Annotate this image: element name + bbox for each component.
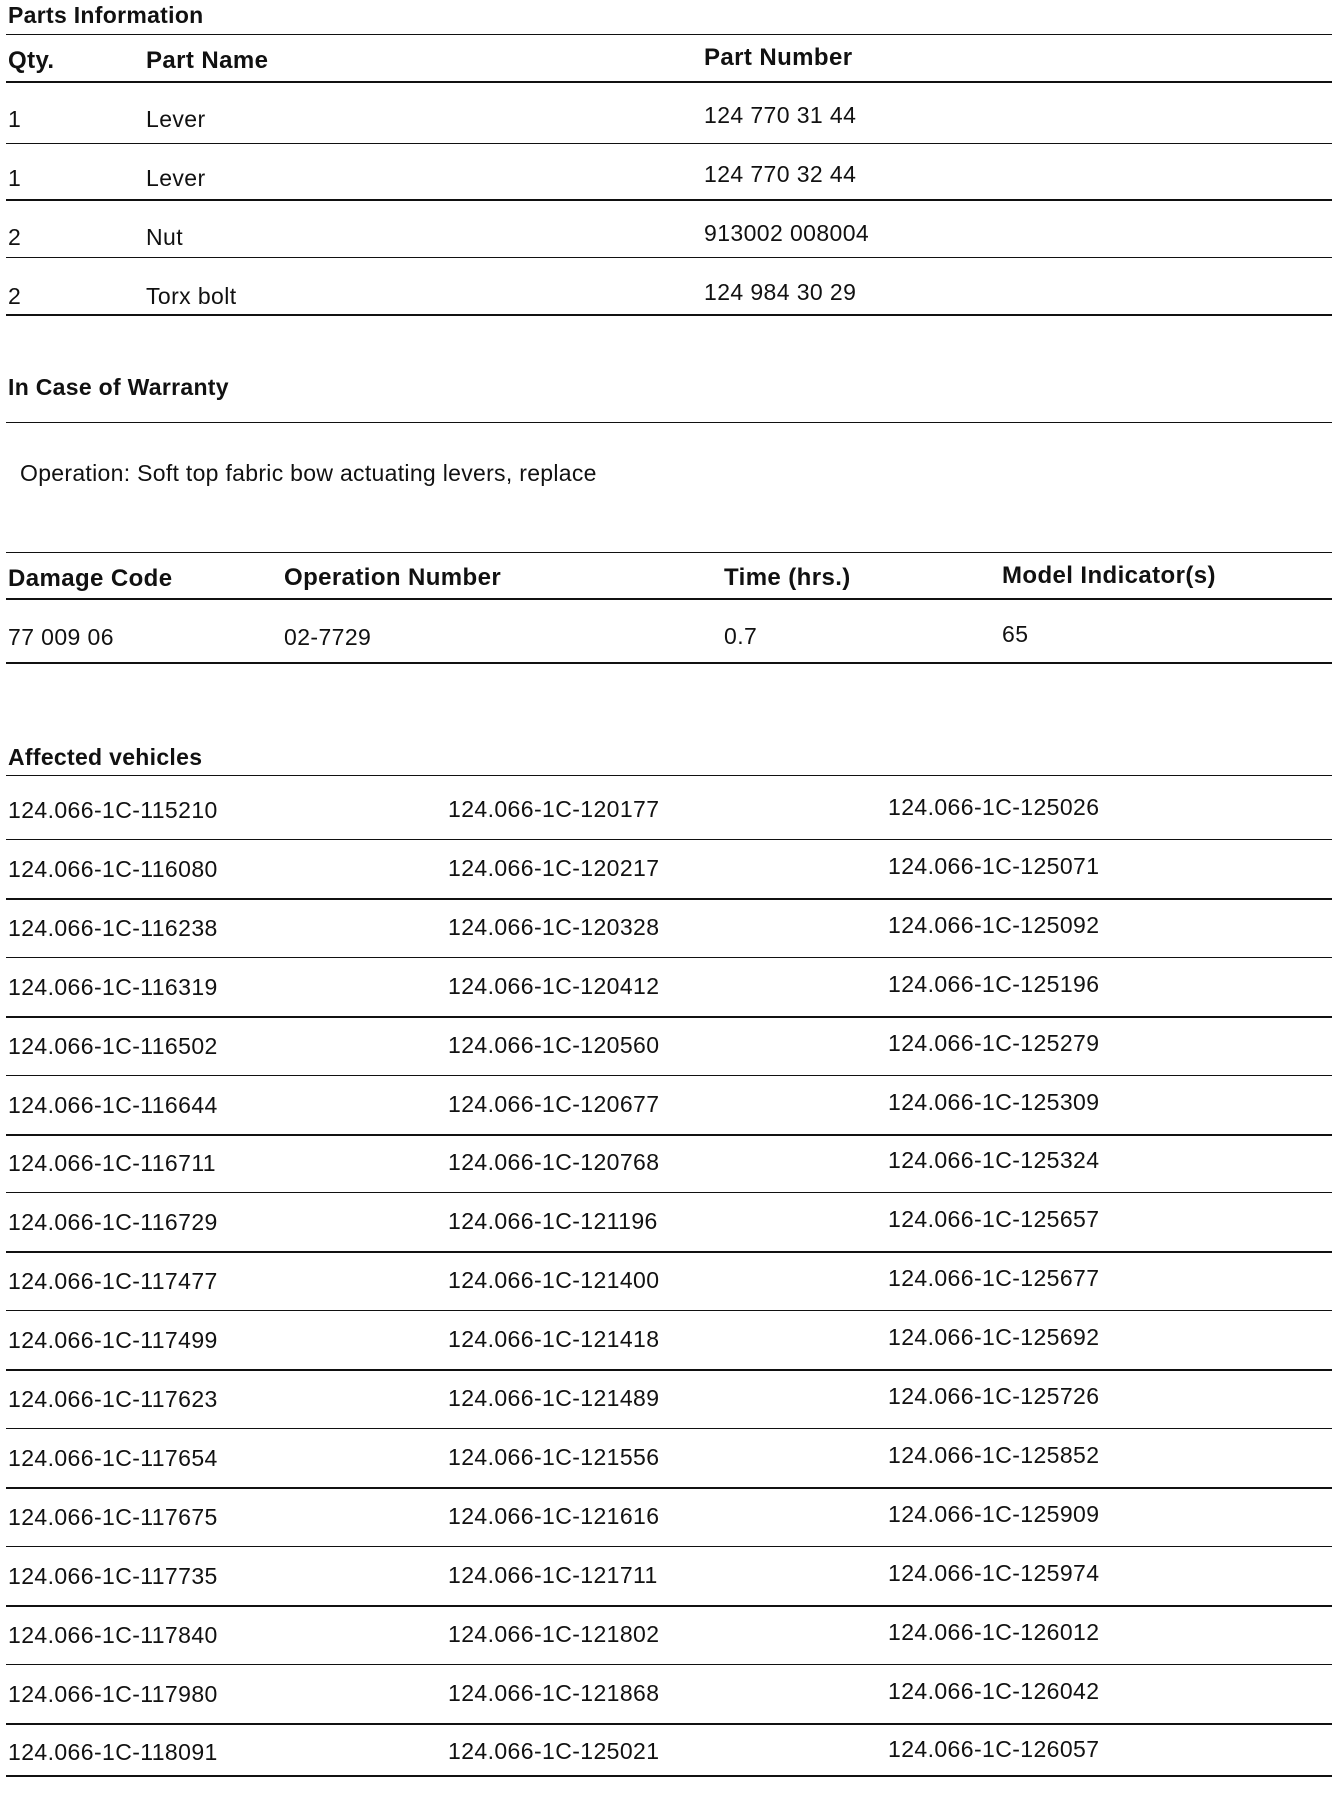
- vehicle-id: 124.066-1C-125196: [888, 970, 1100, 997]
- vehicle-id: 124.066-1C-125974: [888, 1559, 1100, 1586]
- vehicle-row-rule: [6, 898, 1332, 900]
- vehicle-id: 124.066-1C-117654: [8, 1444, 218, 1471]
- vehicle-id: 124.066-1C-120177: [448, 796, 660, 822]
- vehicle-row-rule: [6, 1369, 1332, 1371]
- vehicle-id: 124.066-1C-125677: [888, 1265, 1100, 1292]
- vehicle-id: 124.066-1C-116644: [8, 1091, 218, 1118]
- vehicle-row-rule: [6, 839, 1332, 840]
- vehicle-id: 124.066-1C-120412: [448, 972, 660, 999]
- warranty-bottom-rule: [6, 662, 1332, 664]
- vehicle-row-rule: [6, 1723, 1332, 1725]
- vehicle-id: 124.066-1C-125852: [888, 1441, 1100, 1468]
- parts-section-title: Parts Information: [8, 2, 204, 28]
- vehicle-id: 124.066-1C-116502: [8, 1032, 218, 1059]
- parts-number: 913002 008004: [704, 220, 870, 246]
- vehicle-id: 124.066-1C-125021: [448, 1738, 660, 1765]
- parts-row-rule: [6, 257, 1332, 258]
- vehicle-row-rule: [6, 1664, 1332, 1665]
- vehicle-id: 124.066-1C-121556: [448, 1443, 660, 1470]
- parts-header-rule: [6, 81, 1332, 83]
- warranty-section-title: In Case of Warranty: [8, 374, 229, 400]
- vehicle-id: 124.066-1C-116729: [8, 1209, 218, 1236]
- vehicle-id: 124.066-1C-117980: [8, 1680, 218, 1707]
- parts-number: 124 770 31 44: [704, 102, 857, 128]
- vehicle-id: 124.066-1C-117477: [8, 1268, 218, 1295]
- vehicle-id: 124.066-1C-117499: [8, 1327, 218, 1354]
- vehicle-id: 124.066-1C-125657: [888, 1206, 1100, 1233]
- vehicle-id: 124.066-1C-120768: [448, 1149, 660, 1176]
- vehicle-id: 124.066-1C-125309: [888, 1088, 1100, 1115]
- vehicle-id: 124.066-1C-120328: [448, 913, 660, 940]
- vehicle-id: 124.066-1C-125071: [888, 852, 1100, 879]
- vehicle-id: 124.066-1C-120560: [448, 1031, 660, 1058]
- vehicle-id: 124.066-1C-126057: [888, 1736, 1100, 1763]
- parts-qty: 1: [8, 165, 22, 191]
- parts-name: Lever: [146, 106, 206, 132]
- vehicle-id: 124.066-1C-116319: [8, 973, 218, 1000]
- warranty-header-rule: [6, 598, 1332, 600]
- parts-header-qty: Qty.: [8, 47, 55, 74]
- vehicle-row-rule: [6, 1075, 1332, 1076]
- parts-row-rule: [6, 199, 1332, 201]
- vehicles-bottom-rule: [6, 1775, 1332, 1777]
- vehicle-id: 124.066-1C-121868: [448, 1679, 660, 1706]
- vehicle-id: 124.066-1C-117735: [8, 1562, 218, 1589]
- vehicle-id: 124.066-1C-125324: [888, 1147, 1100, 1174]
- vehicle-row-rule: [6, 1251, 1332, 1253]
- operation-number: 02-7729: [284, 624, 372, 650]
- warranty-header-time: Time (hrs.): [724, 564, 851, 591]
- vehicle-id: 124.066-1C-117623: [8, 1386, 218, 1412]
- vehicle-id: 124.066-1C-125726: [888, 1383, 1100, 1409]
- parts-qty: 2: [8, 224, 22, 250]
- vehicles-section-title: Affected vehicles: [8, 744, 203, 770]
- parts-bottom-rule: [6, 314, 1332, 316]
- vehicle-row-rule: [6, 957, 1332, 958]
- parts-top-rule: [6, 34, 1332, 35]
- vehicle-row-rule: [6, 1016, 1332, 1018]
- vehicle-id: 124.066-1C-121802: [448, 1620, 660, 1647]
- parts-header-name: Part Name: [146, 47, 269, 74]
- vehicle-row-rule: [6, 1605, 1332, 1607]
- vehicle-id: 124.066-1C-125026: [888, 794, 1100, 820]
- parts-qty: 2: [8, 283, 22, 309]
- vehicle-id: 124.066-1C-120217: [448, 854, 660, 881]
- vehicle-row-rule: [6, 1428, 1332, 1429]
- vehicle-id: 124.066-1C-121196: [448, 1208, 658, 1235]
- vehicle-row-rule: [6, 1546, 1332, 1547]
- vehicles-top-rule: [6, 775, 1332, 776]
- vehicle-id: 124.066-1C-116080: [8, 855, 218, 882]
- vehicle-id: 124.066-1C-126042: [888, 1677, 1100, 1704]
- vehicle-row-rule: [6, 1134, 1332, 1136]
- vehicle-id: 124.066-1C-125279: [888, 1029, 1100, 1056]
- parts-number: 124 984 30 29: [704, 279, 857, 305]
- vehicle-id: 124.066-1C-121489: [448, 1385, 660, 1411]
- parts-qty: 1: [8, 106, 22, 132]
- vehicle-id: 124.066-1C-121418: [448, 1326, 660, 1353]
- vehicle-row-rule: [6, 1192, 1332, 1193]
- vehicle-id: 124.066-1C-121616: [448, 1502, 660, 1529]
- vehicle-id: 124.066-1C-125692: [888, 1324, 1100, 1351]
- warranty-header-operation: Operation Number: [284, 564, 502, 591]
- vehicle-id: 124.066-1C-116711: [8, 1150, 216, 1177]
- parts-number: 124 770 32 44: [704, 161, 857, 187]
- vehicle-id: 124.066-1C-121711: [448, 1561, 658, 1588]
- vehicle-id: 124.066-1C-117675: [8, 1503, 218, 1530]
- damage-code: 77 009 06: [8, 624, 114, 650]
- parts-name: Lever: [146, 165, 206, 191]
- vehicle-id: 124.066-1C-116238: [8, 914, 218, 941]
- parts-name: Torx bolt: [146, 283, 237, 309]
- time-hrs: 0.7: [724, 623, 758, 649]
- parts-header-number: Part Number: [704, 44, 853, 71]
- warranty-header-model: Model Indicator(s): [1002, 562, 1216, 589]
- warranty-table-top-rule: [6, 552, 1332, 553]
- vehicle-row-rule: [6, 1310, 1332, 1311]
- vehicle-id: 124.066-1C-120677: [448, 1090, 660, 1117]
- parts-row-rule: [6, 143, 1332, 144]
- vehicle-id: 124.066-1C-121400: [448, 1267, 660, 1294]
- vehicle-id: 124.066-1C-117840: [8, 1621, 218, 1648]
- vehicle-id: 124.066-1C-118091: [8, 1739, 218, 1766]
- vehicle-id: 124.066-1C-126012: [888, 1618, 1100, 1645]
- parts-name: Nut: [146, 224, 183, 250]
- vehicle-row-rule: [6, 1487, 1332, 1489]
- operation-description: Operation: Soft top fabric bow actuating levers, replace: [20, 460, 597, 486]
- model-indicator: 65: [1002, 621, 1029, 647]
- vehicle-id: 124.066-1C-125909: [888, 1500, 1100, 1527]
- vehicle-id: 124.066-1C-125092: [888, 911, 1100, 938]
- vehicle-id: 124.066-1C-115210: [8, 797, 218, 823]
- warranty-top-rule: [6, 422, 1332, 423]
- warranty-header-damage: Damage Code: [8, 565, 173, 592]
